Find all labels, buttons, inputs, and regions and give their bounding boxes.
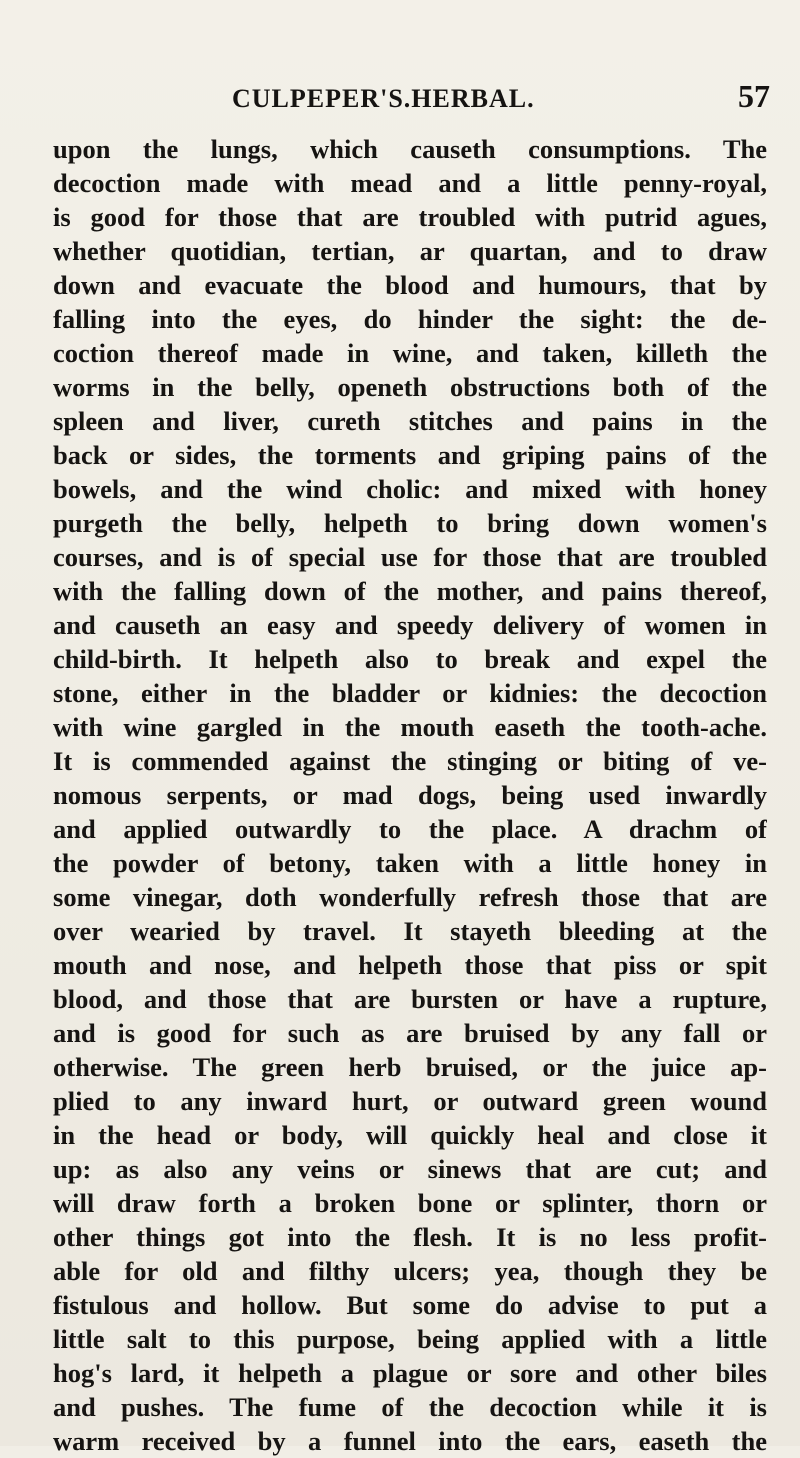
text-line: will draw forth a broken bone or splinter, thorn or — [53, 1188, 767, 1218]
text-line: decoction made with mead and a little penny-royal, — [53, 168, 767, 198]
text-line: warm received by a funnel into the ears, easeth the — [53, 1426, 767, 1456]
text-line: stone, either in the bladder or kidnies: the decoction — [53, 678, 767, 708]
text-line: able for old and filthy ulcers; yea, though they be — [53, 1256, 767, 1286]
text-line: purgeth the belly, helpeth to bring down women's — [53, 508, 767, 538]
text-line: coction thereof made in wine, and taken, killeth the — [53, 338, 767, 368]
text-line: and applied outwardly to the place. A drachm of — [53, 814, 767, 844]
text-line: spleen and liver, cureth stitches and pains in the — [53, 406, 767, 436]
text-line: back or sides, the torments and griping pains of the — [53, 440, 767, 470]
text-line: other things got into the flesh. It is no less profit- — [53, 1222, 767, 1252]
text-line: some vinegar, doth wonderfully refresh those that are — [53, 882, 767, 912]
text-line: in the head or body, will quickly heal and close it — [53, 1120, 767, 1150]
text-line: upon the lungs, which causeth consumptions. The — [53, 134, 767, 164]
text-line: whether quotidian, tertian, ar quartan, and to draw — [53, 236, 767, 266]
text-line: mouth and nose, and helpeth those that piss or spit — [53, 950, 767, 980]
text-line: bowels, and the wind cholic: and mixed with honey — [53, 474, 767, 504]
text-line: with wine gargled in the mouth easeth the tooth-ache. — [53, 712, 767, 742]
body-text — [53, 132, 767, 1458]
text-line: child-birth. It helpeth also to break and expel the — [53, 644, 767, 674]
text-line: up: as also any veins or sinews that are cut; and — [53, 1154, 767, 1184]
page-header — [0, 78, 800, 118]
text-line: down and evacuate the blood and humours, that by — [53, 270, 767, 300]
text-line: over wearied by travel. It stayeth bleeding at the — [53, 916, 767, 946]
text-line: hog's lard, it helpeth a plague or sore and other biles — [53, 1358, 767, 1388]
text-line: plied to any inward hurt, or outward green wound — [53, 1086, 767, 1116]
text-line: courses, and is of special use for those that are troubled — [53, 542, 767, 572]
text-line: the powder of betony, taken with a little honey in — [53, 848, 767, 878]
text-line: worms in the belly, openeth obstructions both of the — [53, 372, 767, 402]
text-line: and is good for such as are bruised by any fall or — [53, 1018, 767, 1048]
text-line: with the falling down of the mother, and pains thereof, — [53, 576, 767, 606]
text-line: is good for those that are troubled with putrid agues, — [53, 202, 767, 232]
text-line: falling into the eyes, do hinder the sight: the de- — [53, 304, 767, 334]
text-line: and pushes. The fume of the decoction while it is — [53, 1392, 767, 1422]
text-line: and causeth an easy and speedy delivery of women in — [53, 610, 767, 640]
text-line: nomous serpents, or mad dogs, being used inwardly — [53, 780, 767, 810]
text-line: It is commended against the stinging or biting of ve- — [53, 746, 767, 776]
page-number: 57 — [738, 78, 770, 114]
text-line: fistulous and hollow. But some do advise to put a — [53, 1290, 767, 1320]
text-line: little salt to this purpose, being applied with a little — [53, 1324, 767, 1354]
text-line: otherwise. The green herb bruised, or the juice ap- — [53, 1052, 767, 1082]
running-title: CULPEPER'S.HERBAL. — [232, 84, 535, 113]
text-line: blood, and those that are bursten or have a rupture, — [53, 984, 767, 1014]
